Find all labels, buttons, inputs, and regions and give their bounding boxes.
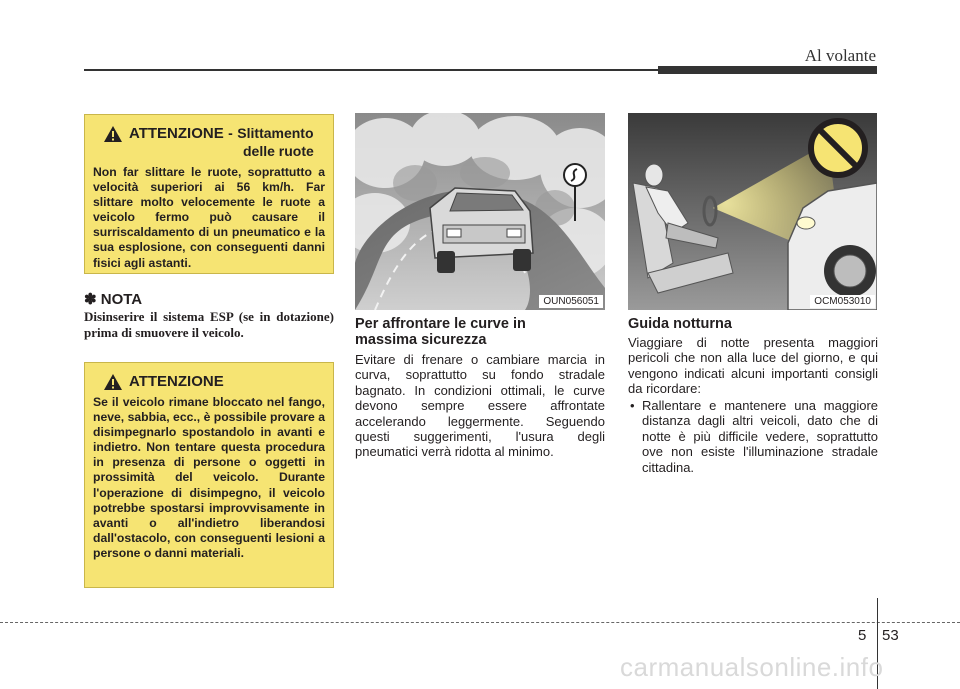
figure-code-label: OUN056051 xyxy=(539,295,603,308)
section-body-night: Viaggiare di notte presenta maggiori pericoli che non alla luce del giorno, e qui vengono indicati alcuni importanti consigli da ricordare: xyxy=(628,335,878,397)
section-title-night: Guida notturna xyxy=(628,316,732,332)
section-title-line1: Per affrontare le curve in xyxy=(355,316,526,332)
header-bar xyxy=(658,66,877,74)
illustration-car-on-curve xyxy=(355,113,605,310)
warning-box-stuck xyxy=(84,362,334,588)
warning-heading xyxy=(103,125,325,159)
nota-heading-label: NOTA xyxy=(100,291,143,308)
section-title-curves xyxy=(355,316,605,348)
warning-triangle-icon xyxy=(103,373,123,391)
illustration-night-driving xyxy=(628,113,877,310)
footer-dashed-line xyxy=(0,622,960,623)
chapter-number: 5 xyxy=(858,627,867,644)
warning-subtitle-line1: Slittamento xyxy=(237,125,314,141)
section-body-curves: Evitare di frenare o cambiare marcia in curva, soprattutto su fondo stradale bagnato. In condizioni ottimali, le curve devono sempre essere affrontate accelerando leggermente. Seguendo questi suggerimenti, l'usura degli pneumatici verrà ridotta al minimo. xyxy=(355,352,605,460)
watermark: carmanualsonline.info xyxy=(620,652,884,682)
warning-triangle-icon xyxy=(103,125,123,143)
page-header-title: Al volante xyxy=(804,46,876,65)
nota-heading xyxy=(84,290,142,308)
figure-code-label: OCM053010 xyxy=(810,295,875,308)
section-title-line2: massima sicurezza xyxy=(355,332,487,348)
warning-box-wheelspin xyxy=(84,114,334,274)
nota-symbol-icon: ✽ xyxy=(84,291,97,308)
warning-title: ATTENZIONE xyxy=(129,373,224,390)
header-rule xyxy=(84,69,658,71)
page-number: 53 xyxy=(882,627,899,644)
warning-heading xyxy=(103,373,325,391)
car-curve-drawing xyxy=(355,113,605,310)
warning-body: Non far slittare le ruote, soprattutto a velocità superiori ai 56 km/h. Far slittare molto velocemente le ruote a veicolo fermo può causare il surriscaldamento di un pneumatico e la sua esplosione, con conseguenti danni fisici agli astanti. xyxy=(93,165,325,270)
warning-title: ATTENZIONE xyxy=(129,125,224,142)
nota-body: Disinserire il sistema ESP (se in dotazione) prima di smuovere il veicolo. xyxy=(84,309,334,340)
bullet-text: Rallentare e mantenere una maggiore distanza dagli altri veicoli, dato che di notte è più difficile vedere, soprattutto ove non esiste l'illuminazione stradale cittadina. xyxy=(642,398,878,475)
bullet-item xyxy=(628,398,878,475)
night-driving-drawing xyxy=(628,113,877,310)
warning-subtitle-line2: delle ruote xyxy=(243,143,314,159)
warning-body: Se il veicolo rimane bloccato nel fango, neve, sabbia, ecc., è possibile provare a disimpegnarlo spostandolo in avanti e indietro. Non tentare questa procedura in presenza di persone o oggetti in prossimità del veicolo. Durante l'operazione di disimpegno, il veicolo potrebbe spostarsi improvvisamente in avanti o all'indietro liberandosi dall'ostacolo, con conseguenti lesioni a persone o danni materiali. xyxy=(93,395,325,560)
warning-title-dash: - xyxy=(228,125,233,141)
bullet-glyph: • xyxy=(630,398,635,413)
